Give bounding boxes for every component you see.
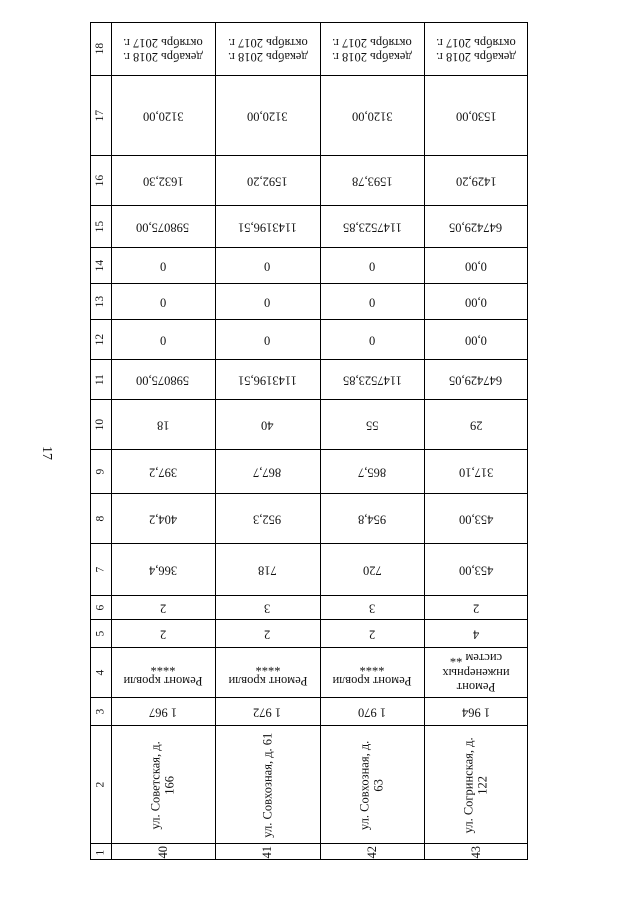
- header-number: 6: [94, 605, 107, 611]
- value-cell: 2: [264, 627, 271, 642]
- value-cell: 1147523,85: [342, 373, 402, 388]
- value-cell: 867,7: [253, 465, 282, 480]
- field-14-band: [91, 247, 527, 283]
- header-number: 9: [94, 469, 107, 475]
- field-3-band: [91, 697, 527, 725]
- header-number: 15: [94, 221, 107, 233]
- work-type-cell: Ремонт кровли ****: [228, 659, 308, 688]
- value-cell: 0: [264, 295, 271, 310]
- header-number: 4: [94, 670, 107, 676]
- value-cell: 29: [469, 418, 483, 433]
- value-cell: 0: [264, 259, 271, 274]
- page-number: 17: [39, 446, 54, 460]
- header-number: 13: [94, 296, 107, 308]
- year-cell: 1 972: [253, 705, 282, 720]
- value-cell: 3: [264, 601, 271, 616]
- value-cell: 3120,00: [142, 109, 184, 124]
- value-cell: 598075,00: [136, 220, 190, 235]
- value-cell: 952,3: [253, 512, 282, 527]
- address-cell: ул. Согринская, д. 122: [461, 737, 490, 833]
- value-cell: 1632,30: [142, 174, 184, 189]
- value-cell: 4: [472, 627, 480, 642]
- value-cell: 1593,78: [351, 174, 393, 189]
- work-type-cell: Ремонт инженерных систем **: [442, 651, 510, 695]
- header-number: 10: [94, 419, 107, 431]
- value-cell: 3120,00: [247, 109, 288, 124]
- header-number: 12: [94, 334, 107, 346]
- field-4-band: [91, 647, 527, 697]
- header-number: 5: [94, 631, 107, 637]
- value-cell: 3120,00: [351, 109, 393, 124]
- row-number-cell: 43: [468, 846, 483, 859]
- field-17-band: [91, 75, 527, 155]
- year-cell: 1 964: [461, 705, 491, 720]
- value-cell: 397,2: [148, 465, 178, 480]
- value-cell: 1143196,51: [238, 373, 297, 388]
- field-1-band: [91, 843, 527, 860]
- value-cell: 0: [368, 295, 376, 310]
- value-cell: 0: [264, 333, 271, 348]
- work-type-cell: Ремонт кровли ****: [123, 659, 203, 688]
- value-cell: 1530,00: [455, 109, 497, 124]
- value-cell: 3: [368, 601, 376, 616]
- value-cell: 453,00: [458, 512, 494, 527]
- value-cell: 18: [156, 418, 170, 433]
- header-number: 8: [94, 516, 107, 522]
- header-number: 1: [94, 849, 107, 856]
- value-cell: 598075,00: [136, 373, 190, 388]
- value-cell: 720: [362, 563, 382, 578]
- header-number: 14: [94, 260, 107, 272]
- value-cell: 0,00: [465, 333, 487, 348]
- field-8-band: [91, 493, 527, 543]
- header-number: 11: [94, 374, 107, 386]
- field-18-band: [91, 23, 527, 75]
- header-number: 18: [94, 43, 107, 55]
- header-number: 17: [94, 110, 107, 122]
- value-cell: 0: [159, 295, 167, 310]
- value-cell: 0: [368, 333, 376, 348]
- header-number: 7: [94, 567, 107, 573]
- value-cell: 2: [472, 601, 480, 616]
- field-13-band: [91, 283, 527, 319]
- header-number: 3: [94, 709, 107, 715]
- address-cell: ул. Советская, д. 166: [148, 740, 177, 830]
- value-cell: 0: [159, 333, 167, 348]
- value-cell: 404,2: [148, 512, 178, 527]
- period-cell: декабрь 2018 г. октябрь 2017 г.: [332, 35, 412, 64]
- value-cell: 0,00: [465, 295, 487, 310]
- row-number-cell: 40: [155, 846, 170, 859]
- value-cell: 2: [368, 627, 376, 642]
- period-cell: декабрь 2018 г. октябрь 2017 г.: [227, 35, 308, 64]
- value-cell: 954,8: [357, 512, 387, 527]
- field-16-band: [91, 155, 527, 205]
- value-cell: 718: [258, 563, 277, 578]
- year-cell: 1 967: [148, 705, 178, 720]
- value-cell: 2: [159, 601, 167, 616]
- repair-table: [90, 22, 528, 860]
- value-cell: 1429,20: [455, 174, 497, 189]
- value-cell: 55: [365, 418, 379, 433]
- row-number-cell: 41: [260, 846, 275, 859]
- field-10-band: [91, 399, 527, 449]
- field-15-band: [91, 205, 527, 247]
- field-12-band: [91, 319, 527, 359]
- value-cell: 0,00: [465, 259, 487, 274]
- value-cell: 1592,20: [247, 174, 288, 189]
- year-cell: 1 970: [357, 705, 387, 720]
- header-number: 2: [94, 782, 107, 788]
- period-cell: декабрь 2018 г. октябрь 2017 г.: [123, 35, 203, 64]
- value-cell: 366,4: [148, 563, 178, 578]
- value-cell: 317,10: [458, 465, 494, 480]
- value-cell: 0: [159, 259, 167, 274]
- field-11-band: [91, 359, 527, 399]
- address-cell: ул. Совхозная, д. 61: [260, 732, 275, 838]
- value-cell: 453,00: [458, 563, 494, 578]
- header-number: 16: [94, 175, 107, 187]
- field-2-band: [91, 725, 527, 843]
- field-5-band: [91, 619, 527, 647]
- value-cell: 1143196,51: [238, 220, 297, 235]
- field-6-band: [91, 595, 527, 619]
- value-cell: 1147523,85: [342, 220, 402, 235]
- field-7-band: [91, 543, 527, 595]
- row-number-cell: 42: [364, 846, 379, 859]
- value-cell: 0: [368, 259, 376, 274]
- value-cell: 647429,05: [449, 373, 503, 388]
- field-9-band: [91, 449, 527, 493]
- value-cell: 865,7: [357, 465, 387, 480]
- work-type-cell: Ремонт кровли ****: [332, 659, 412, 688]
- address-cell: ул. Совхозная, д. 63: [357, 740, 386, 830]
- value-cell: 40: [261, 418, 274, 433]
- value-cell: 2: [159, 627, 167, 642]
- period-cell: декабрь 2018 г. октябрь 2017 г.: [436, 35, 516, 64]
- value-cell: 647429,05: [449, 220, 503, 235]
